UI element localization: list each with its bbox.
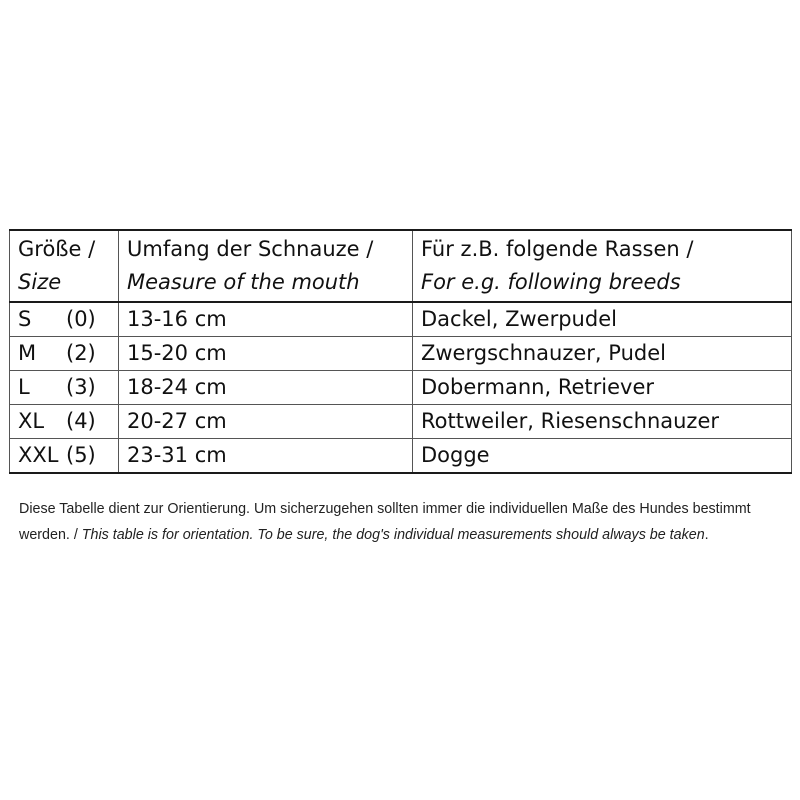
- breeds-cell: Dackel, Zwerpudel: [413, 302, 792, 337]
- measure-cell: 20-27 cm: [119, 405, 413, 439]
- measure-cell: 15-20 cm: [119, 337, 413, 371]
- table-row: [10, 405, 792, 439]
- size-code: (0): [66, 307, 96, 331]
- header-breeds-de: Für z.B. folgende Rassen /: [421, 237, 694, 261]
- breeds-cell: Rottweiler, Riesenschnauzer: [413, 405, 792, 439]
- size-code: (2): [66, 341, 96, 365]
- table-footnote: [19, 496, 784, 548]
- header-size-en: Size: [18, 270, 62, 294]
- table-row: [10, 302, 792, 337]
- header-measure-en: Measure of the mouth: [127, 270, 360, 294]
- size-chart-table: [9, 229, 792, 474]
- measure-cell: 13-16 cm: [119, 302, 413, 337]
- header-measure: [119, 230, 413, 302]
- header-size-de: Größe /: [18, 237, 96, 261]
- size-label: S: [18, 307, 32, 331]
- header-breeds: [413, 230, 792, 302]
- size-code: (4): [66, 409, 96, 433]
- size-cell: [10, 302, 119, 337]
- size-label: L: [18, 375, 30, 399]
- size-label: XL: [18, 409, 45, 433]
- table-header-row: [10, 230, 792, 302]
- size-cell: [10, 337, 119, 371]
- footnote-de: Diese Tabelle dient zur Orientierung. Um sicherzugehen sollten immer die individuellen Maße des Hundes bestimmt werden. /: [19, 501, 751, 544]
- size-code: (5): [66, 443, 96, 467]
- table-row: [10, 337, 792, 371]
- size-cell: [10, 439, 119, 474]
- header-measure-de: Umfang der Schnauze /: [127, 237, 374, 261]
- breeds-cell: Zwergschnauzer, Pudel: [413, 337, 792, 371]
- breeds-cell: Dogge: [413, 439, 792, 474]
- table-row: [10, 371, 792, 405]
- header-breeds-en: For e.g. following breeds: [421, 270, 681, 294]
- size-cell: [10, 405, 119, 439]
- breeds-cell: Dobermann, Retriever: [413, 371, 792, 405]
- size-label: XXL: [18, 443, 59, 467]
- size-cell: [10, 371, 119, 405]
- size-code: (3): [66, 375, 96, 399]
- header-size: [10, 230, 119, 302]
- measure-cell: 18-24 cm: [119, 371, 413, 405]
- footnote-en: This table is for orientation. To be sure, the dog's individual measurements should always be taken: [81, 527, 705, 544]
- measure-cell: 23-31 cm: [119, 439, 413, 474]
- table-row: [10, 439, 792, 474]
- size-label: M: [18, 341, 37, 365]
- footnote-end: .: [704, 527, 709, 544]
